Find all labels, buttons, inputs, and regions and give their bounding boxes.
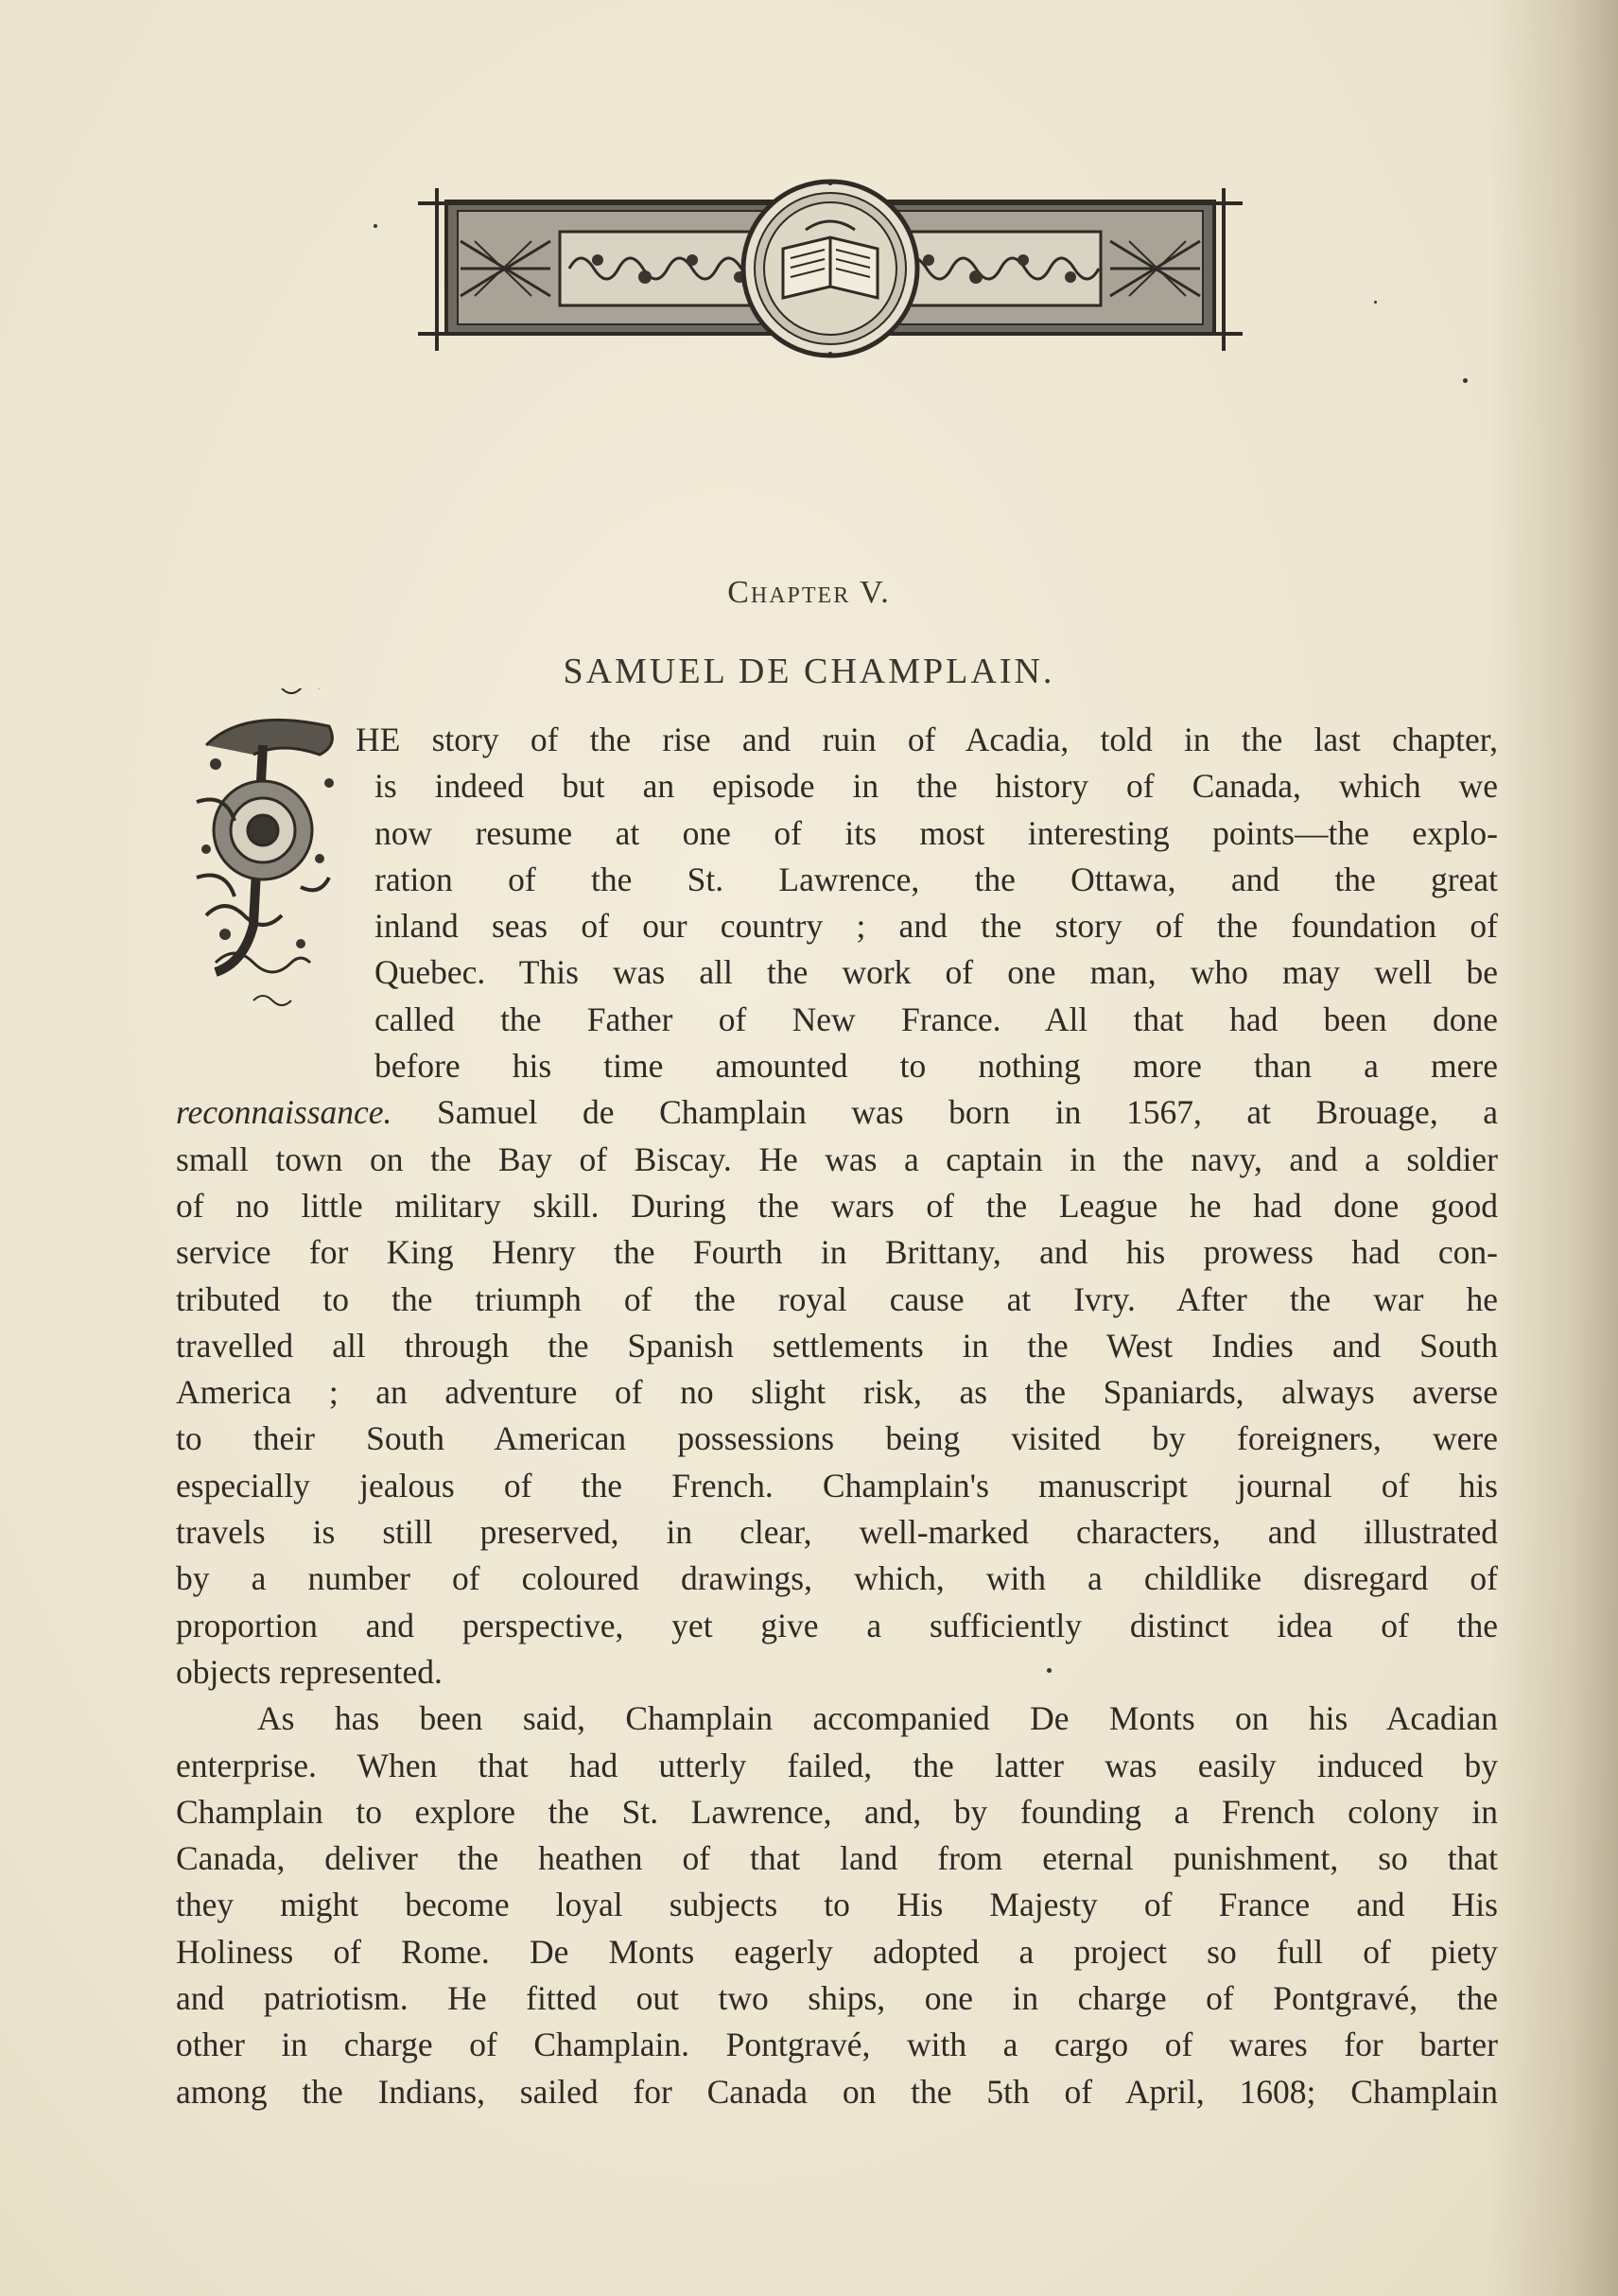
text-line: before his time amounted to nothing more than a mere: [374, 1047, 1498, 1086]
text-line: HE story of the rise and ruin of Acadia, told in the last chapter,: [356, 721, 1498, 758]
text-line: and patriotism. He fitted out two ships, one in charge of Pontgravé, the: [176, 1979, 1498, 2018]
paper-speck: [374, 224, 377, 228]
text-line: called the Father of New France. All that had been done: [374, 1000, 1498, 1038]
text-line: Holiness of Rome. De Monts eagerly adopted a project so full of piety: [176, 1932, 1498, 1971]
paper-speck: [1463, 378, 1468, 383]
italic-word: reconnaissance.: [176, 1093, 392, 1132]
text-line: especially jealous of the French. Champlain's manuscript journal of his: [176, 1466, 1498, 1505]
text-line: Champlain to explore the St. Lawrence, and, by founding a French colony in: [176, 1792, 1498, 1831]
text-line: Canada, deliver the heathen of that land from eternal punishment, so that: [176, 1839, 1498, 1878]
chapter-label: Chapter V.: [727, 575, 891, 610]
text-line: tributed to the triumph of the royal cause at Ivry. After the war he: [176, 1279, 1498, 1318]
text-line: by a number of coloured drawings, which, with a childlike disregard of: [176, 1559, 1498, 1598]
chapter-title: SAMUEL DE CHAMPLAIN.: [563, 652, 1055, 691]
text-line: proportion and perspective, yet give a sufficiently distinct idea of the: [176, 1606, 1498, 1644]
text-line: of no little military skill. During the wars of the League he had done good: [176, 1186, 1498, 1225]
text-line: among the Indians, sailed for Canada on the 5th of April, 1608; Champlain: [176, 2072, 1498, 2111]
text-fragment: Samuel de Champlain was born in 1567, at Brouage, a: [436, 1093, 1498, 1132]
text-line: inland seas of our country ; and the story of the foundation of: [374, 907, 1498, 946]
body-text: [176, 717, 1498, 2115]
paper-speck: [1374, 301, 1377, 304]
text-line: is indeed but an episode in the history of Canada, which we: [374, 767, 1498, 806]
text-line: [176, 1089, 1498, 1136]
text-line: they might become loyal subjects to His Majesty of France and His: [176, 1886, 1498, 1924]
text-line: small town on the Bay of Biscay. He was a captain in the navy, and a soldier: [176, 1139, 1498, 1178]
text-line: Quebec. This was all the work of one man, who may well be: [374, 953, 1498, 992]
text-line: America ; an adventure of no slight risk, as the Spaniards, always averse: [176, 1373, 1498, 1412]
text-line: service for King Henry the Fourth in Brittany, and his prowess had con-: [176, 1233, 1498, 1272]
text-line: other in charge of Champlain. Pontgravé, with a cargo of wares for barter: [176, 2026, 1498, 2064]
text-line: objects represented.: [176, 1652, 443, 1691]
book-headpiece-ornament: [418, 175, 1243, 364]
text-line: ration of the St. Lawrence, the Ottawa, and the great: [374, 860, 1498, 898]
text-line: travels is still preserved, in clear, well-marked characters, and illustrated: [176, 1513, 1498, 1552]
text-line: travelled all through the Spanish settlements in the West Indies and South: [176, 1326, 1498, 1365]
text-line: to their South American possessions being visited by foreigners, were: [176, 1419, 1498, 1458]
text-line: As has been said, Champlain accompanied De Monts on his Acadian: [257, 1699, 1498, 1738]
text-line: enterprise. When that had utterly failed, the latter was easily induced by: [176, 1746, 1498, 1784]
text-line: now resume at one of its most interesting points—the explo-: [374, 813, 1498, 852]
